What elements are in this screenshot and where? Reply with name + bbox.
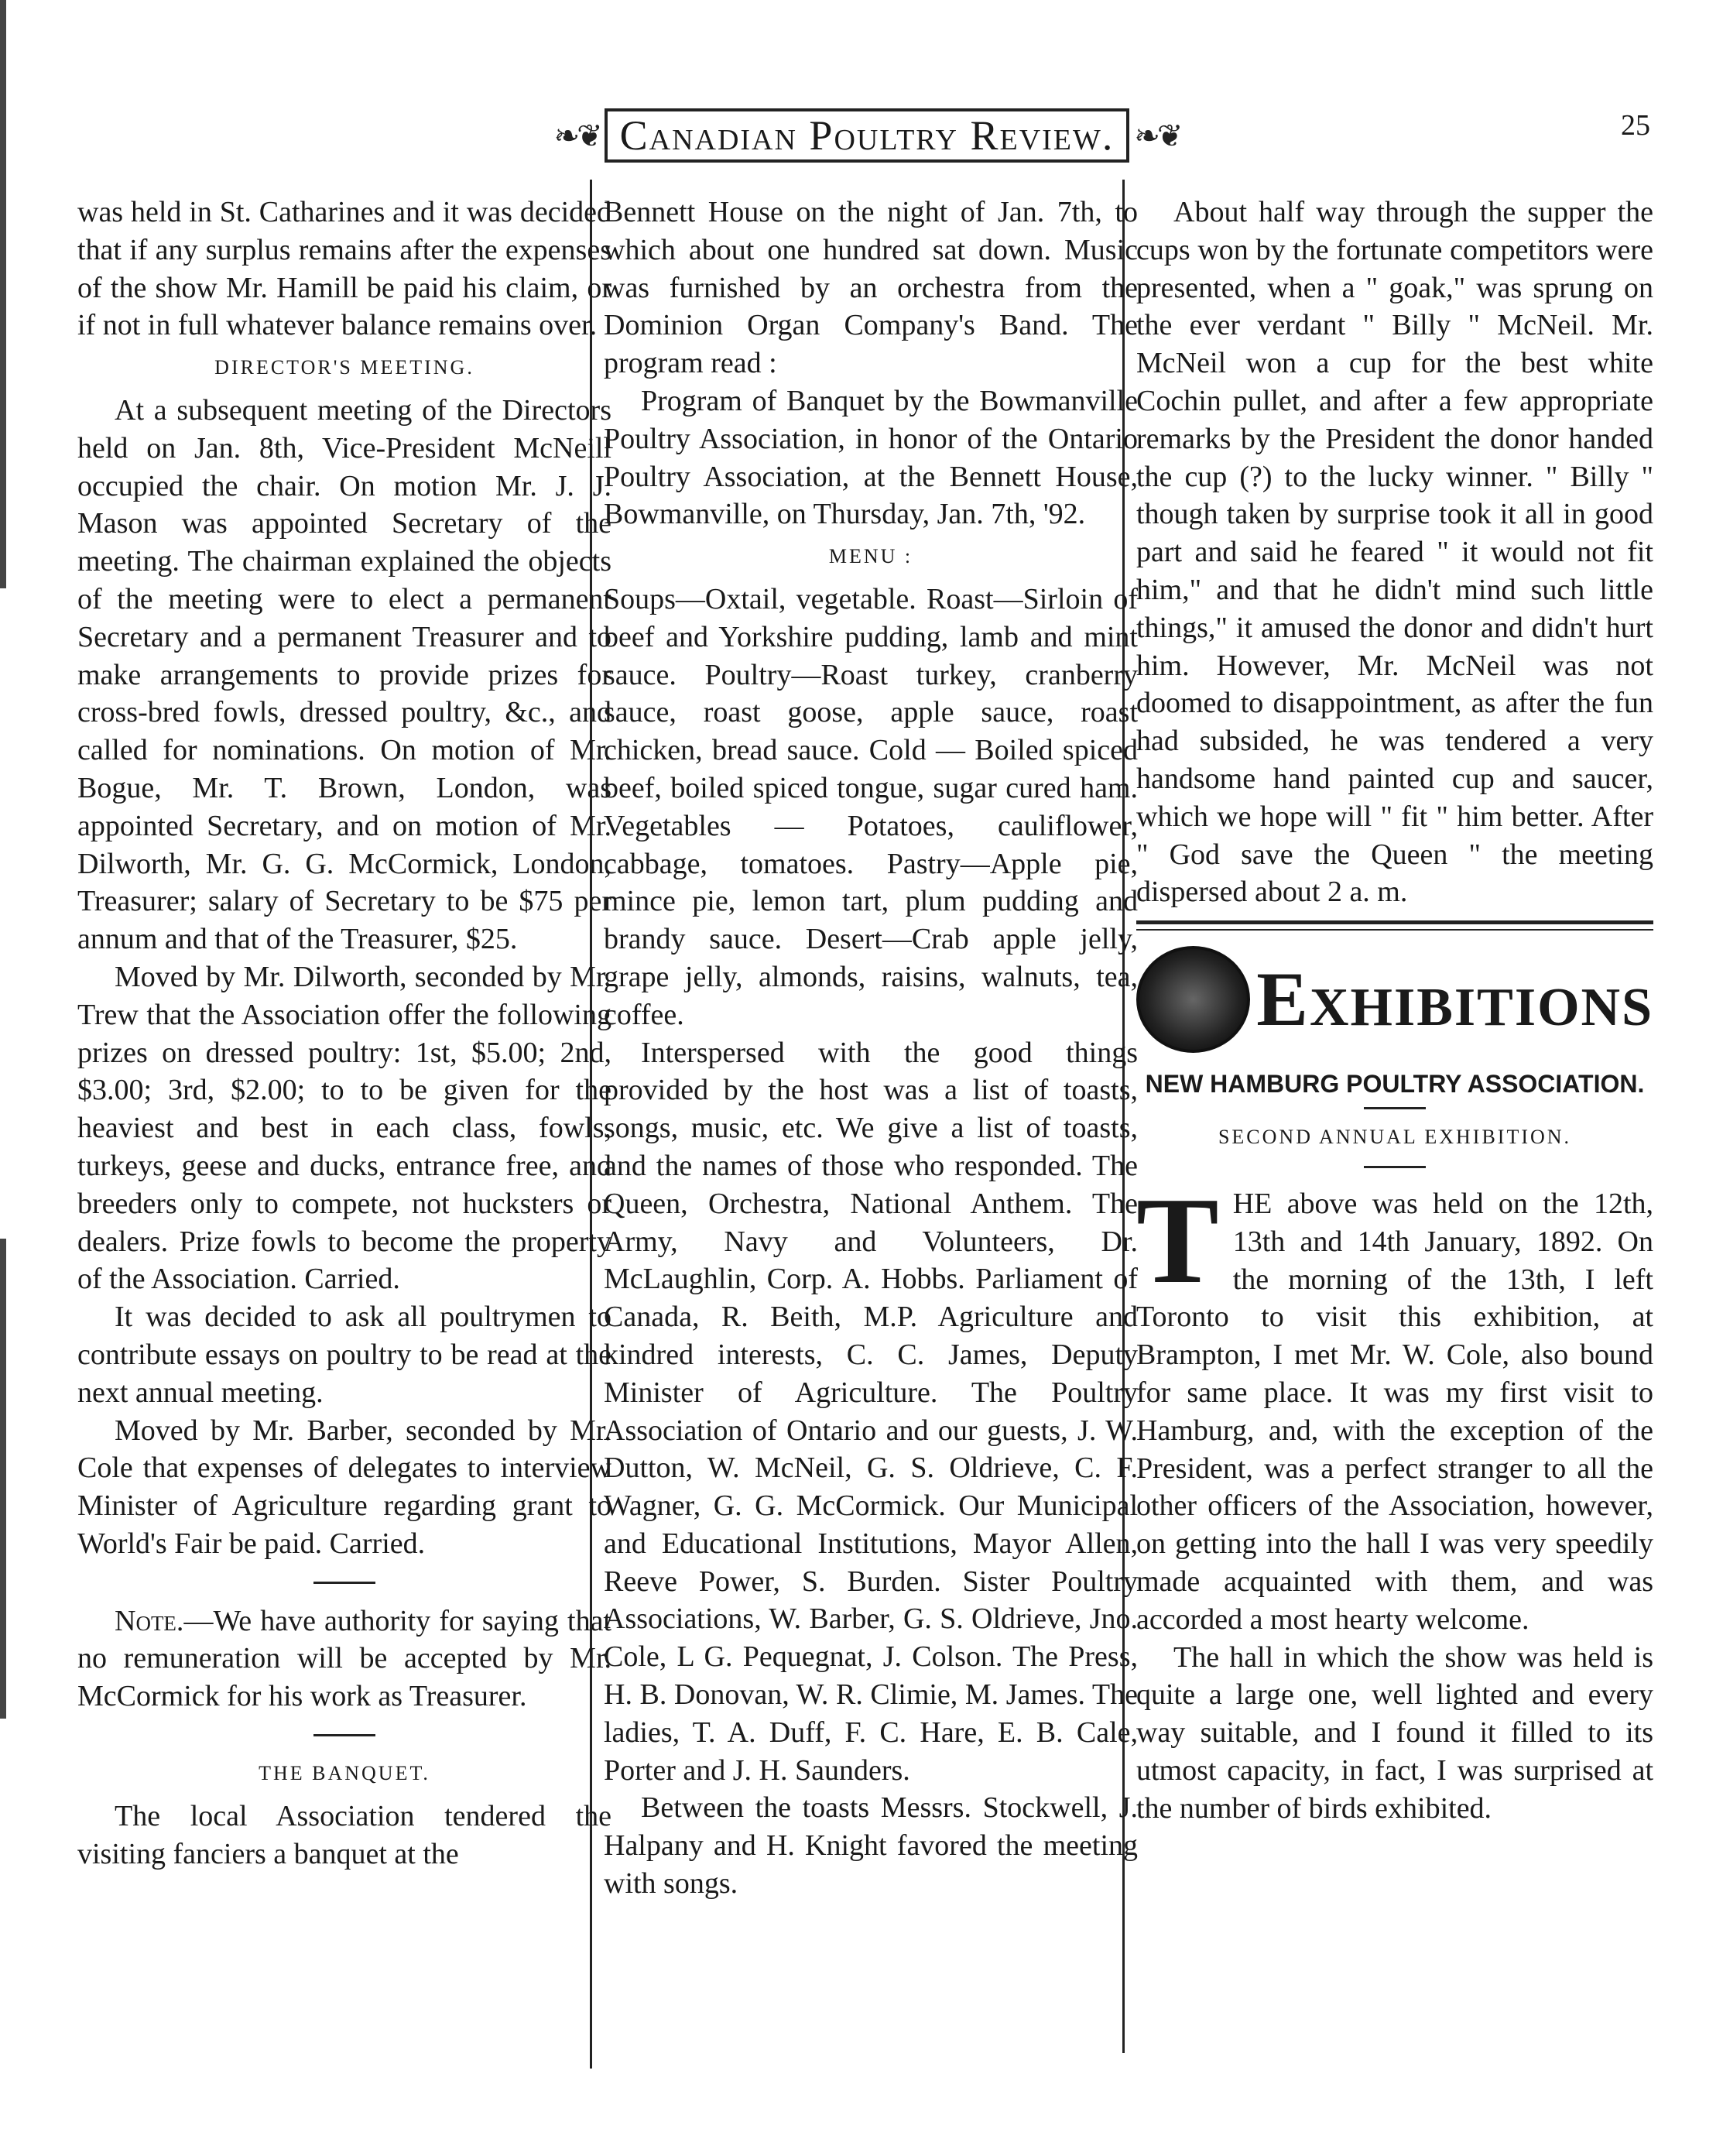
paragraph: Bennett House on the night of Jan. 7th, to which about one hundred sat down. Music was furnished by an orchestra from the Dominion Organ Company's Band. The program read : <box>604 196 1138 380</box>
separator-dash <box>1364 1166 1426 1168</box>
paragraph: Between the toasts Messrs. Stockwell, J. Halpany and H. Knight favored the meeting with songs. <box>604 1791 1138 1901</box>
separator-dash <box>313 1734 375 1736</box>
paragraph <box>1136 1171 1653 1639</box>
paragraph: The local Association tendered the visiting fanciers a banquet at the <box>77 1799 611 1870</box>
paragraph: Interspersed with the good things provided by the host was a list of toasts, songs, music, etc. We give a list of toasts, and the names of those who responded. The Queen, Orchestra, National Anthem. The Army, Navy and Volunteers, Dr. McLaughlin, Corp. A. Hobbs. Parliament of Canada, R. Beith, M.P. Agriculture and kindred interests, C. C. James, Deputy Minister of Agriculture. The Poultry Association of Ontario and our guests, J. W. Dutton, W. McNeil, G. S. Oldrieve, C. F. Wagner, G. G. McCormick. Our Municipal and Educational Institutions, Mayor Allen, Reeve Power, S. Burden. Sister Poultry Associations, W. Barber, G. S. Oldrieve, Jno. Cole, L G. Pequegnat, J. Colson. The Press, H. B. Donovan, W. R. Climie, M. James. The ladies, T. A. Duff, F. C. Hare, E. B. Cale, Porter and J. H. Saunders. <box>604 1036 1138 1787</box>
exhibitions-banner <box>1136 941 1653 1057</box>
column-1 <box>77 194 611 1873</box>
section-heading: DIRECTOR'S MEETING. <box>214 356 474 379</box>
note-paragraph <box>77 1602 611 1716</box>
double-rule <box>1136 920 1653 931</box>
note-text: —We have authority for saying that no remuneration will be accepted by Mr. McCormick for his work as Treasurer. <box>77 1604 611 1713</box>
paragraph: Soups—Oxtail, vegetable. Roast—Sirloin of beef and Yorkshire pudding, lamb and mint sauce. Poultry—Roast turkey, cranberry sauce, roast goose, apple sauce, roast chicken, bread sauce. Cold — Boiled spiced beef, boiled spiced tongue, sugar cured ham. Vegetables — Potatoes, cauliflower, cabbage, tomatoes. Pastry—Apple pie, mince pie, lemon tart, plum pudding and brandy sauce. Desert—Crab apple jelly, grape jelly, almonds, raisins, walnuts, tea, coffee. <box>604 582 1138 1031</box>
right-ornament: ❧❦ <box>1134 118 1180 153</box>
drop-cap: T <box>1136 1171 1219 1309</box>
column-2 <box>604 194 1138 1903</box>
column-3 <box>1136 194 1653 1827</box>
separator-dash <box>1364 1107 1426 1109</box>
subtitle: SECOND ANNUAL EXHIBITION. <box>1218 1126 1572 1149</box>
section-title: NEW HAMBURG POULTRY ASSOCIATION. <box>1145 1070 1645 1099</box>
paragraph: Moved by Mr. Barber, seconded by Mr. Cole that expenses of delegates to interview Minister of Agriculture regarding grant to World's Fair be paid. Carried. <box>77 1414 611 1560</box>
separator-dash <box>313 1582 375 1584</box>
note-label: Note. <box>115 1604 184 1637</box>
page-number: 25 <box>1621 109 1650 142</box>
left-ornament: ❧❦ <box>553 118 600 153</box>
paragraph: At a subsequent meeting of the Directors held on Jan. 8th, Vice-President McNeill occupied the chair. On motion Mr. J. J. Mason was appointed Secretary of the meeting. The chairman explained the objects of the meeting were to elect a permanent Secretary and a permanent Treasurer and to make arrangements to provide prizes for cross-bred fowls, dressed poultry, &c., and called for nominations. On motion of Mr. Bogue, Mr. T. Brown, London, was appointed Secretary, and on motion of Mr. Dilworth, Mr. G. G. McCormick, London, Treasurer; salary of Secretary to be $75 per annum and that of the Treasurer, $25. <box>77 393 611 956</box>
scan-edge <box>0 1239 6 1719</box>
paragraph: The hall in which the show was held is quite a large one, well lighted and every way suitable, and I found it filled to its utmost capacity, in fact, I was surprised at the number of birds exhibited. <box>1136 1640 1653 1825</box>
section-heading: THE BANQUET. <box>259 1762 430 1785</box>
exhibitions-title: Exhibitions <box>1256 955 1653 1042</box>
masthead-title: Canadian Poultry Review. <box>605 108 1130 163</box>
scan-edge <box>0 0 6 588</box>
masthead <box>553 108 1180 163</box>
menu-heading: MENU : <box>828 545 913 568</box>
paragraph: Moved by Mr. Dilworth, seconded by Mr. Trew that the Association offer the following prizes on dressed poultry: 1st, $5.00; 2nd, $3.00; 3rd, $2.00; to to be given for the heaviest and best in each class, fowls, turkeys, geese and ducks, entrance free, and breeders only to compete, not hucksters or dealers. Prize fowls to become the property of the Association. Carried. <box>77 960 611 1296</box>
paragraph: About half way through the supper the cups won by the fortunate competitors were presented, when a " goak," was sprung on the ever verdant " Billy " McNeil. Mr. McNeil won a cup for the best white Cochin pullet, and after a few appropriate remarks by the President the donor handed the cup (?) to the lucky winner. " Billy " though taken by surprise took it all in good part and said he feared " it would not fit him," and that he didn't mind such little things," it amused the donor and didn't hurt him. However, Mr. McNeil was not doomed to disappointment, as after the fun had subsided, he was tendered a very handsome hand painted cup and saucer, which we hope will " fit " him better. After " God save the Queen " the meeting dispersed about 2 a. m. <box>1136 196 1653 909</box>
paragraph-text: HE above was held on the 12th, 13th and 14th January, 1892. On the morning of the 13th, I left Toronto to visit this exhibition, at Brampton, I met Mr. W. Cole, also bound for same place. It was my first visit to Hamburg, and, with the exception of the President, was a perfect stranger to all the other officers of the Association, however, on getting into the hall I was very speedily made acquainted with them, and was accorded a most hearty welcome. <box>1136 1187 1653 1636</box>
paragraph: Program of Banquet by the Bowmanville Poultry Association, in honor of the Ontario Poultry Association, at the Bennett House, Bowmanville, on Thursday, Jan. 7th, '92. <box>604 384 1138 531</box>
paragraph: It was decided to ask all poultrymen to contribute essays on poultry to be read at the next annual meeting. <box>77 1301 611 1409</box>
paragraph: was held in St. Catharines and it was decided that if any surplus remains after the expenses of the show Mr. Hamill be paid his claim, or if not in full whatever balance remains over. <box>77 196 611 342</box>
emblem-icon <box>1136 946 1250 1053</box>
